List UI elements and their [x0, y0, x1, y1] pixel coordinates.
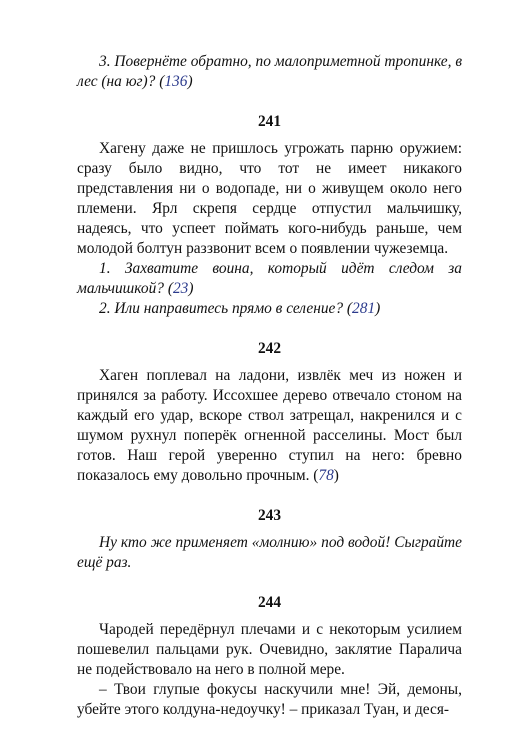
choice-capture-warrior[interactable]: [77, 259, 462, 299]
choice-tail: ): [187, 73, 193, 90]
paragraph-tail: ): [333, 467, 339, 484]
choice-tail: ): [375, 300, 381, 317]
choice-text: 2. Или направитесь прямо в селение? (: [99, 300, 353, 317]
choice-link-78[interactable]: 78: [318, 467, 334, 484]
paragraph-text: Хаген поплевал на ладони, извлёк меч из ножен и принялся за работу. Иссохшее дерево отвечало стоном на каждый его удар, вскоре ствол затрещал, накренился и с шумом рухнул поперёк огненной расселины. Мост был готов. Наш герой уверенно ступил на него: бревно показалось ему довольно прочным. (: [77, 367, 462, 484]
section-241-paragraph: Хагену даже не пришлось угрожать парню оружием: сразу было видно, что тот не имеет никакого представления ни о водопаде, ни о живущем около него племени. Ярл скрепя сердце отпустил мальчишку, надеясь, что успеет поймать кого-нибудь раньше, чем молодой болтун раззвонит всем о появлении чужеземца.: [77, 140, 462, 257]
choice-text: 3. Повернёте обратно, по малоприметной тропинке, в лес (на юг)? (: [77, 53, 462, 90]
book-page: [77, 52, 462, 720]
section-number-244: 244: [257, 594, 282, 611]
choice-link-136[interactable]: 136: [164, 73, 188, 90]
choice-tail: ): [188, 280, 194, 297]
choice-link-23[interactable]: 23: [172, 280, 189, 297]
section-number-243: 243: [257, 507, 282, 524]
choice-return-to-forest[interactable]: [77, 52, 462, 92]
choice-go-to-village[interactable]: [77, 299, 462, 319]
section-number-241: 241: [257, 113, 282, 130]
section-244-paragraph-1: Чародей передёрнул плечами и с некоторым усилием пошевелил пальцами рук. Очевидно, заклятие Паралича не подействовало на него в полной мере.: [77, 621, 462, 678]
section-242-paragraph: [77, 366, 462, 486]
choice-link-281[interactable]: 281: [352, 300, 376, 317]
section-number-242: 242: [257, 340, 282, 357]
choice-text: 1. Захватите воина, который идёт следом за мальчишкой? (: [77, 260, 462, 297]
section-244-paragraph-2: – Твои глупые фокусы наскучили мне! Эй, демоны, убейте этого колдуна-недоучку! – приказал Туан, и деся-: [77, 681, 462, 718]
section-243-paragraph: Ну кто же применяет «молнию» под водой! Сыграйте ещё раз.: [77, 534, 462, 571]
